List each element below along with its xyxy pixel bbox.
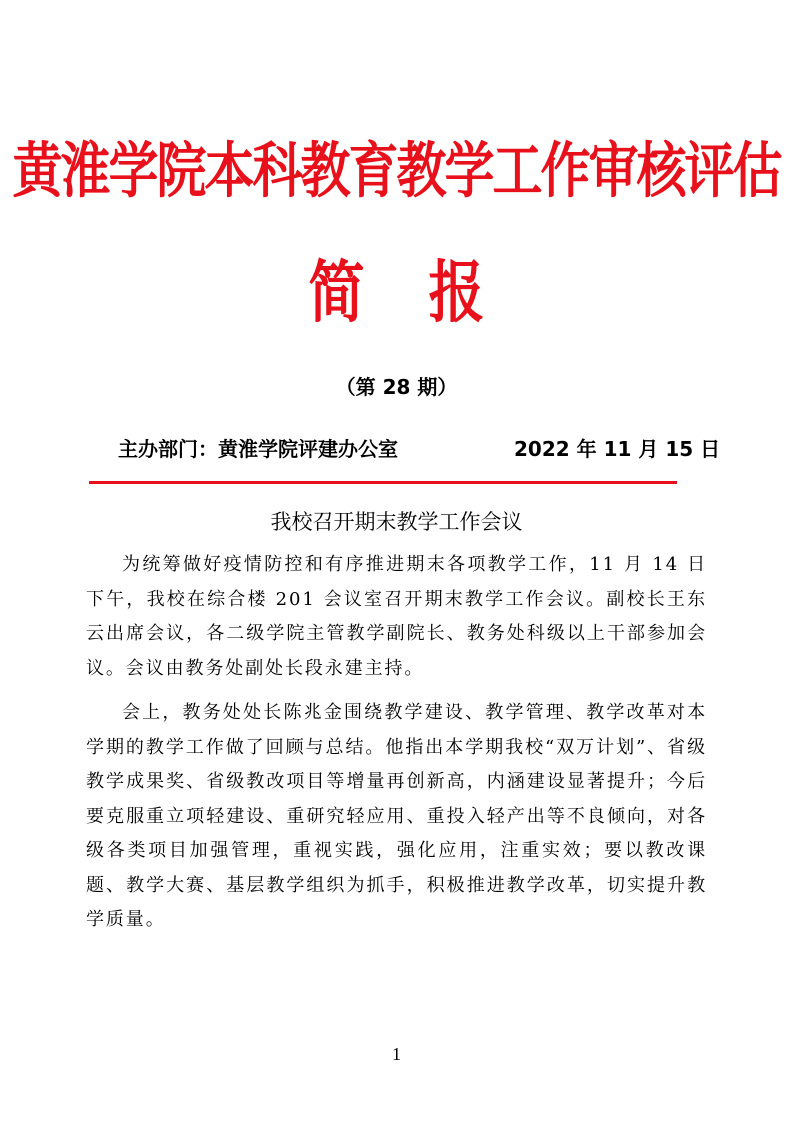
article-paragraph: 会上，教务处处长陈兆金围绕教学建设、教学管理、教学改革对本学期的教学工作做了回顾与总结。他指出本学期我校“双万计划”、省级教学成果奖、省级教改项目等增量再创新高，内涵建设显著提升；今后要克服重立项轻建设、重研究轻应用、重投入轻产出等不良倾向，对各级各类项目加强管理，重视实践，强化应用，注重实效；要以教改课题、教学大赛、基层教学组织为抓手，积极推进教学改革，切实提升教学质量。 — [86, 702, 707, 930]
sponsor-department: 主办部门：黄淮学院评建办公室 — [118, 437, 398, 461]
publish-date: 2022 年 11 月 15 日 — [514, 437, 721, 461]
issue-number: （第 28 期） — [335, 375, 458, 399]
article-title: 我校召开期末教学工作会议 — [270, 510, 523, 534]
page-number: 1 — [392, 1044, 401, 1064]
masthead-title: 黄淮学院本科教育教学工作审核评估 — [12, 136, 781, 206]
red-divider-line — [89, 481, 677, 484]
article-paragraph: 为统筹做好疫情防控和有序推进期末各项教学工作，11 月 14 日下午，我校在综合楼 201 会议室召开期末教学工作会议。副校长王东云出席会议，各二级学院主管教学副院长、教务处科级以上干部参加会议。会议由教务处副处长段永建主持。 — [86, 554, 707, 679]
masthead-subtitle: 简报 — [308, 254, 549, 333]
article-body — [86, 548, 707, 948]
